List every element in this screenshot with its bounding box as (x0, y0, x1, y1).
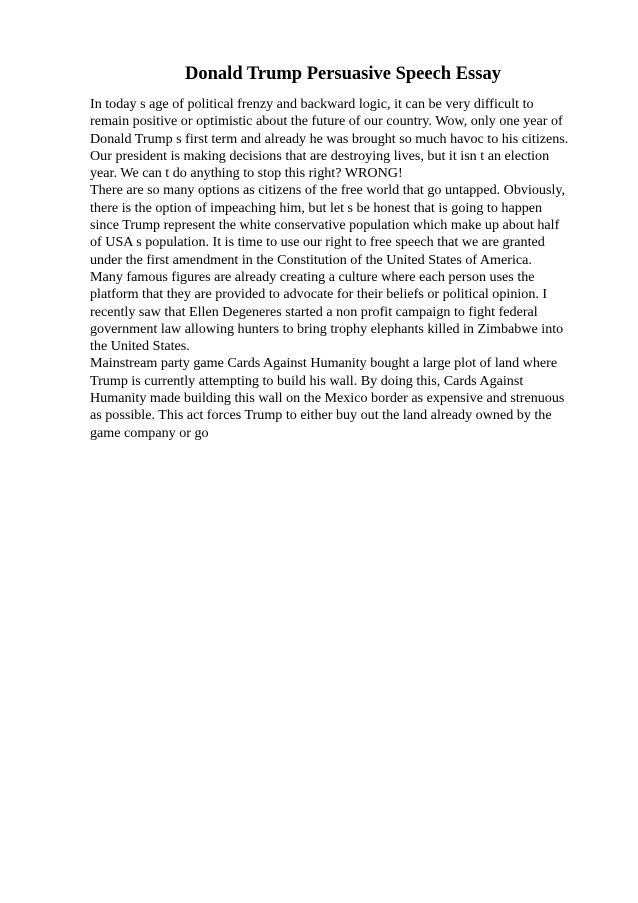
text-line: remain positive or optimistic about the future of our country. Wow, only one year of (90, 113, 563, 130)
text-line: Many famous figures are already creating a culture where each person uses the (90, 268, 535, 285)
text-line: Humanity made building this wall on the Mexico border as expensive and strenuous (90, 390, 565, 407)
text-line: of USA s population. It is time to use our right to free speech that we are granted (90, 234, 545, 251)
text-line: platform that they are provided to advocate for their beliefs or political opinion. I (90, 286, 548, 303)
text-line: since Trump represent the white conservative population which make up about half (90, 217, 560, 234)
text-line: under the first amendment in the Constitution of the United States of America. (90, 251, 532, 268)
text-line: There are so many options as citizens of the free world that go untapped. Obviously, (90, 182, 566, 199)
text-line: government law allowing hunters to bring trophy elephants killed in Zimbabwe into (90, 320, 564, 337)
text-line: game company or go (90, 424, 209, 441)
text-line: In today s age of political frenzy and backward logic, it can be very difficult to (90, 96, 534, 112)
text-line: the United States. (90, 338, 190, 355)
text-line: Our president is making decisions that are destroying lives, but it isn t an election (90, 147, 550, 164)
document-title: Donald Trump Persuasive Speech Essay (185, 64, 501, 84)
text-line: Mainstream party game Cards Against Humanity bought a large plot of land where (90, 355, 558, 372)
text-line: year. We can t do anything to stop this right? WRONG! (90, 165, 403, 182)
essay-body (90, 96, 600, 442)
text-line: Donald Trump s first term and already he was brought so much havoc to his citizens. (90, 130, 569, 147)
text-line: there is the option of impeaching him, but let s be honest that is going to happen (90, 199, 543, 216)
text-line: recently saw that Ellen Degeneres started a non profit campaign to fight federal (90, 303, 538, 320)
text-line: Trump is currently attempting to build his wall. By doing this, Cards Against (90, 372, 524, 389)
text-line: as possible. This act forces Trump to either buy out the land already owned by the (90, 407, 552, 424)
